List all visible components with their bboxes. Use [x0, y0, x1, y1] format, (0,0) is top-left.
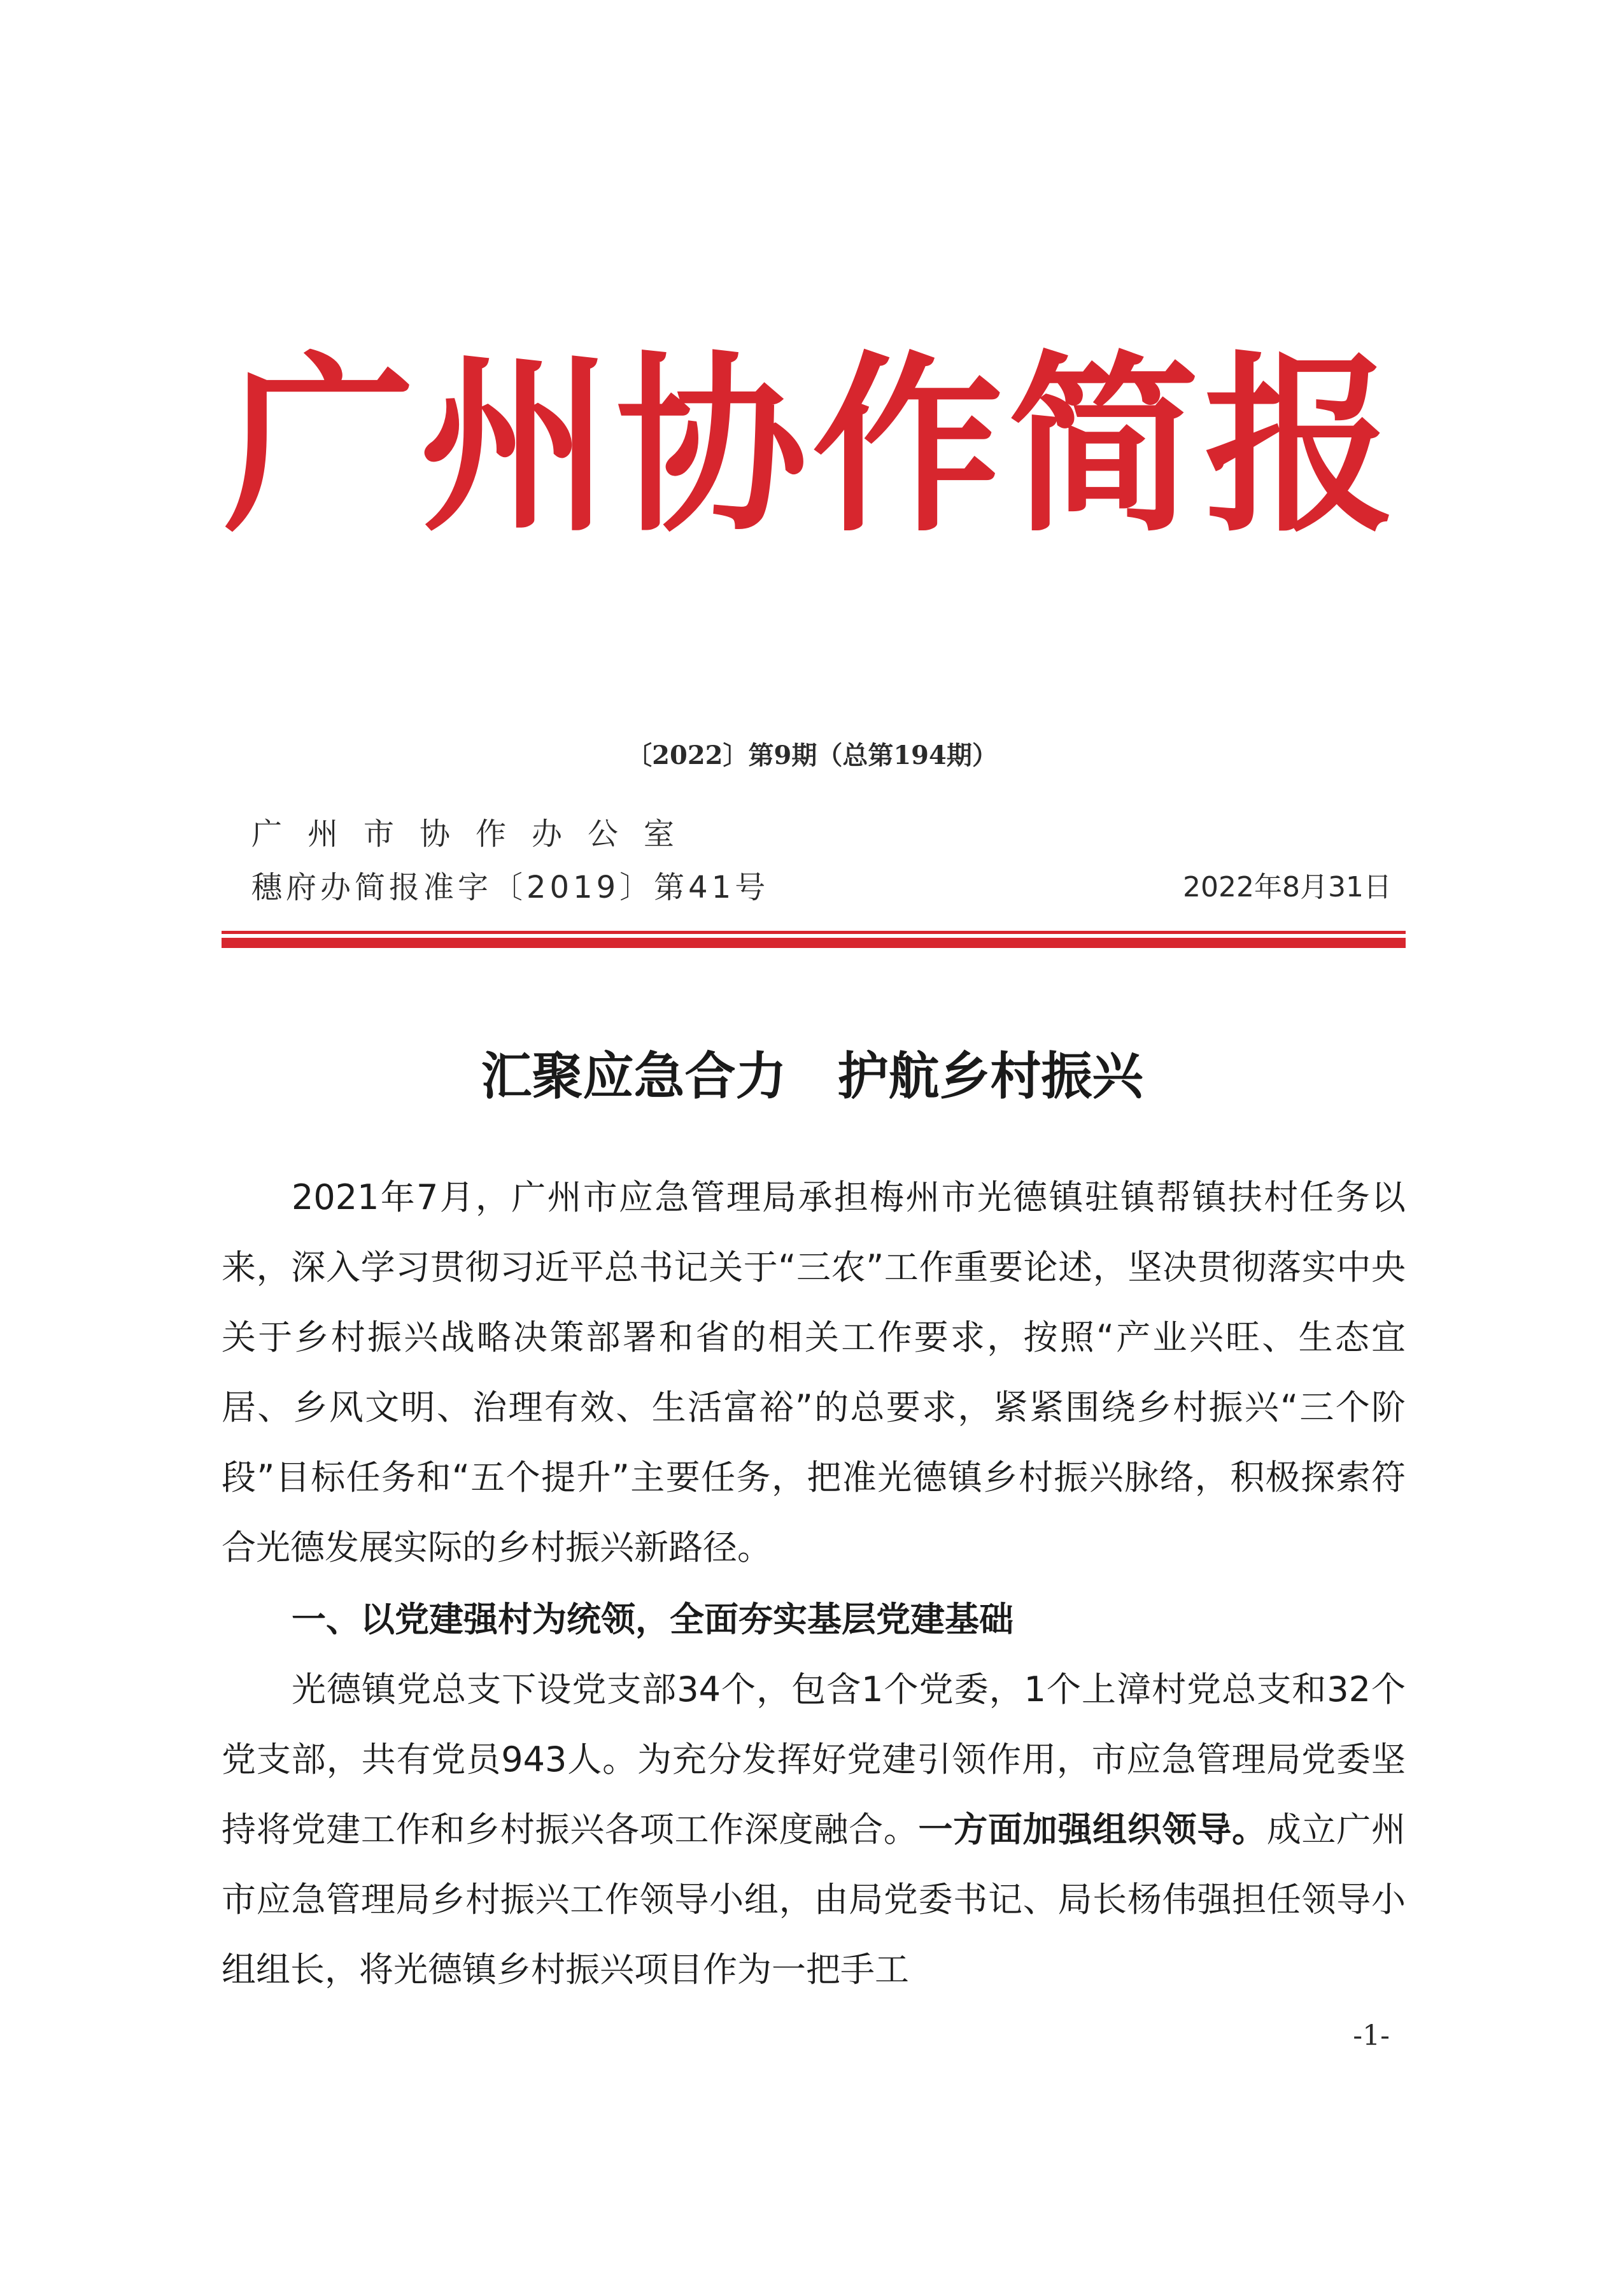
issuer: 广州市协作办公室	[251, 816, 700, 852]
paragraph-part: 成立广州市应急管理局乡村振兴工作领导小组，由局党委书记、局长杨伟强担任领导小组组长，将光德镇乡村振兴项目作为一把手工	[222, 1809, 1406, 1990]
header-rule-thin	[222, 931, 1406, 934]
page-number: -1-	[1353, 2020, 1390, 2052]
paragraph-part: 光德镇党总支下设党支部34个，包含1个党委，1个上漳村党总支和32个党支部，共有党员943人。为充分发挥好党建引领作用，市应急管理局党委坚持将党建工作和乡村振兴各项工作深度融合。	[222, 1669, 1406, 1850]
issue-line: 〔2022〕第9期（总第194期）	[626, 740, 998, 770]
paragraph-party-building	[222, 1655, 1406, 2005]
article-title: 汇聚应急合力 护航乡村振兴	[481, 1046, 1143, 1106]
section-heading-1: 一、以党建强村为统领，全面夯实基层党建基础	[292, 1599, 1013, 1639]
paragraph-intro: 2021年7月，广州市应急管理局承担梅州市光德镇驻镇帮镇扶村任务以来，深入学习贯彻习近平总书记关于“三农”工作重要论述，坚决贯彻落实中央关于乡村振兴战略决策部署和省的相关工作要求，按照“产业兴旺、生态宜居、乡风文明、治理有效、生活富裕”的总要求，紧紧围绕乡村振兴“三个阶段”目标任务和“五个提升”主要任务，把准光德镇乡村振兴脉络，积极探索符合光德发展实际的乡村振兴新路径。	[222, 1177, 1406, 1567]
masthead-title: 广州协作简报	[223, 333, 1401, 558]
issue-date: 2022年8月31日	[1183, 871, 1392, 903]
header-rule-thick	[222, 938, 1406, 948]
paragraph-bold-lead: 一方面加强组织领导。	[918, 1809, 1267, 1850]
permit-number: 穗府办简报准字〔2019〕第41号	[251, 870, 770, 905]
